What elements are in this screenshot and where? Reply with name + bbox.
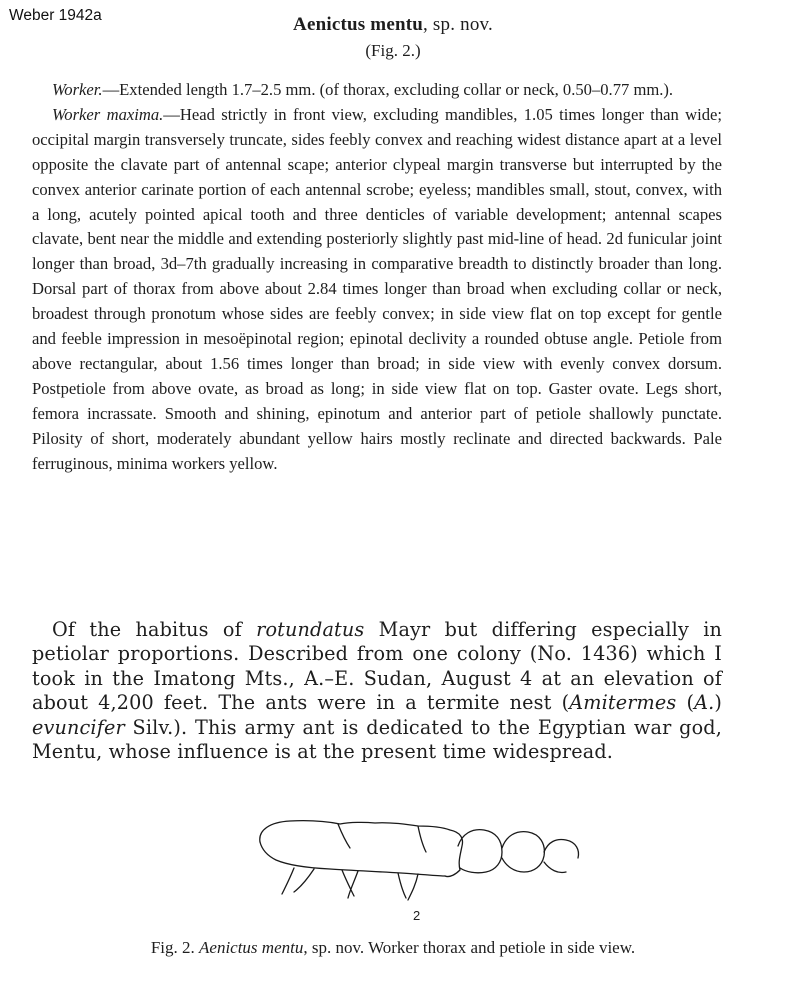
remarks-text-1: Of the habitus of (52, 618, 257, 641)
caption-suffix: , sp. nov. Worker thorax and petiole in side view. (303, 938, 636, 957)
worker-text: —Extended length 1.7–2.5 mm. (of thorax, excluding collar or neck, 0.50–0.77 mm.). (102, 80, 674, 99)
leg-line (282, 868, 294, 894)
worker-maxima-label: Worker maxima. (52, 104, 164, 124)
remarks-species: rotundatus (256, 618, 365, 641)
worker-label: Worker. (52, 80, 103, 99)
caption-taxon: Aenictus mentu (199, 938, 304, 957)
description-block (32, 78, 722, 477)
suture-line (418, 826, 426, 852)
figure-number: 2 (413, 908, 421, 923)
gaster-outline (544, 862, 566, 873)
thorax-outline (260, 821, 463, 877)
species-status: , sp. nov. (423, 14, 493, 35)
suture-line (338, 824, 350, 848)
host-species: evuncifer (32, 715, 125, 739)
gaster-outline (544, 840, 579, 859)
remarks-text-2: Mayr but differing especially in petiolar proportions. Described from one colony (No. 1436) which I took in the Imatong Mts., A.–E. Sudan, August 4 at an elevation of about 4,200 feet. The ants were in a termite nest ( (32, 618, 722, 715)
species-heading (0, 14, 786, 36)
leg-line (398, 873, 406, 898)
worker-paragraph (32, 78, 722, 103)
figure-reference: (Fig. 2.) (365, 41, 421, 60)
collar-outline (260, 842, 445, 876)
remarks-block (32, 618, 722, 764)
remarks-text-4: ) (714, 691, 722, 715)
worker-maxima-paragraph (32, 103, 722, 477)
leg-line (342, 870, 354, 896)
remarks-paragraph (32, 618, 722, 764)
host-genus: Amitermes (569, 691, 677, 715)
citation-tag: Weber 1942a (9, 7, 102, 24)
caption-prefix: Fig. 2. (150, 938, 200, 957)
petiole-outline (458, 830, 502, 873)
species-name: Aenictus mentu (293, 14, 424, 35)
leg-line (408, 874, 418, 900)
worker-maxima-text: —Head strictly in front view, excluding mandibles, 1.05 times longer than wide; occipital margin transversely truncate, sides feebly convex and reaching widest distance apart at a level opposite the clavate part of antennal scape; anterior clypeal margin transverse but interrupted by the convex anterior carinate portion of each antennal scrobe; eyeless; mandibles small, stout, convex, with a long, acutely pointed apical tooth and three denticles of variable development; antennal scapes clavate, bent near the middle and extending posteriorly slightly past mid-line of head. 2d funicular joint longer than broad, 3d–7th gradually increasing in comparative breadth to distinctly broader than long. Dorsal part of thorax from above about 2.84 times longer than broad when excluding collar or neck, broadest through pronotum whose sides are feebly convex; in side view flat on top except for gentle and feeble impression in mesoëpinotal region; epinotal declivity a rounded obtuse angle. Petiole from above rectangular, about 1.56 times longer than broad; in side view with evenly convex dorsum. Postpetiole from above ovate, as broad as long; in side view flat on top. Gaster ovate. Legs short, femora incrassate. Smooth and shining, epinotum and anterior part of petiole shallowly punctate. Pilosity of short, moderately abundant yellow hairs mostly reclinate and directed backwards. Pale ferruginous, minima workers yellow. (32, 104, 723, 473)
remarks-text-5: Silv.). This army ant is dedicated to the Egyptian war god, Mentu, whose influence is at the present time widespread. (32, 715, 722, 764)
figure-caption (0, 938, 786, 958)
host-subgenus: A. (694, 691, 715, 715)
thorax-petiole-drawing (250, 812, 590, 912)
postpetiole-outline (502, 832, 544, 872)
remarks-text-3: ( (676, 691, 695, 715)
leg-line (294, 869, 314, 892)
